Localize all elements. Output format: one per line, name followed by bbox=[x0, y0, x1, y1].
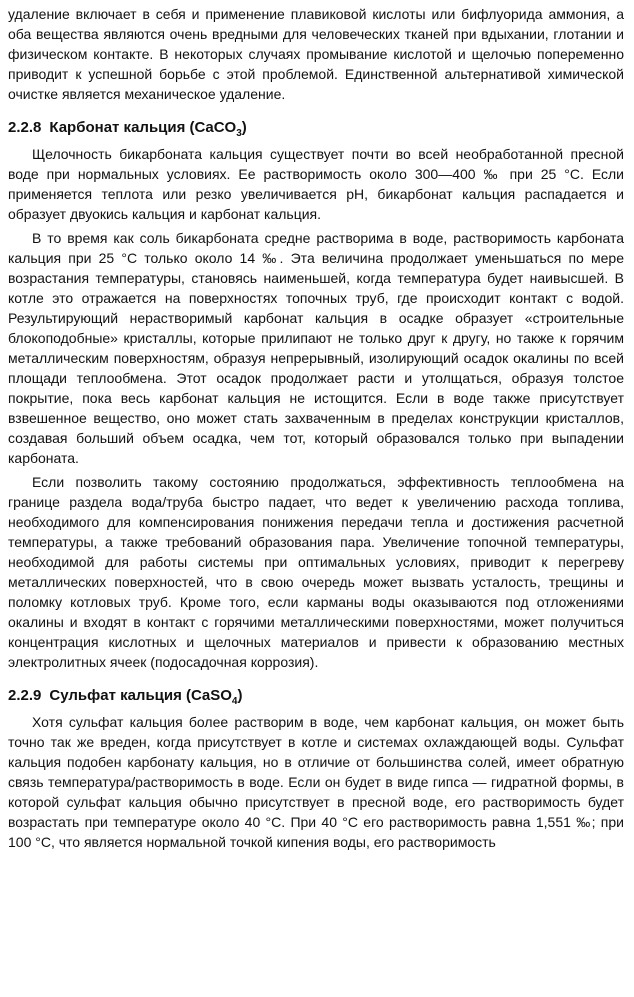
section-heading-2-2-9 bbox=[8, 686, 624, 706]
section-title: Карбонат кальция (CaCO bbox=[49, 119, 237, 136]
paragraph-2-2-8-1: Щелочность бикарбоната кальция существует почти во всей необработанной пресной воде при нормальных условиях. Ее растворимость около 300—400 ‰ при 25 °С. Если применяется теплота или резко увеличивается pH, бикарбонат кальция распадается и образует двуокись кальция и карбонат кальция. bbox=[8, 146, 624, 222]
section-title-suffix: ) bbox=[237, 687, 243, 704]
section-title: Сульфат кальция (CaSO bbox=[49, 687, 232, 704]
section-heading-2-2-8 bbox=[8, 118, 624, 138]
section-title-subscript: 3 bbox=[236, 128, 242, 139]
section-title-suffix: ) bbox=[241, 119, 247, 136]
paragraph-2-2-9-1: Хотя сульфат кальция более растворим в воде, чем карбонат кальция, он может быть точно так же вреден, когда присутствует в котле и системах охлаждающей воды. Сульфат кальция подобен карбонату кальция, но в отличие от большинства солей, имеет обратную связь температура/растворимость в воде. Если он будет в виде гипса — гидратной формы, в которой сульфат кальция обычно присутствует в пресной воде, его растворимость будет возрастать при температуре около 40 °С. При 40 °С его растворимость равна 1,551 ‰; при 100 °С, что является нормальной точкой кипения воды, его растворимость bbox=[8, 714, 624, 850]
section-number: 2.2.9 bbox=[8, 687, 42, 704]
paragraph-intro: удаление включает в себя и применение плавиковой кислоты или бифлуорида аммония, а оба вещества являются очень вредными для человеческих тканей при вдыхании, глотании и физическом контакте. В некоторых случаях промывание кислотой и щелочью попеременно приводит к успешной борьбе с этой проблемой. Единственной альтернативой химической очистке является механическое удаление. bbox=[8, 6, 624, 102]
paragraph-2-2-8-3: Если позволить такому состоянию продолжаться, эффективность теплообмена на границе раздела вода/труба быстро падает, что ведет к увеличению расхода топлива, необходимого для компенсирования понижения передачи тепла и достижения расчетной температуры, а также требований образования пара. Увеличение топочной температуры, необходимой для работы системы при оптимальных условиях, приводит к перегреву металлических поверхностей, что в свою очередь может вызвать усталость, трещины и поломку котловых труб. Кроме того, если карманы воды оказываются под отложениями окалины и входят в контакт с горячими металлическими поверхностями, может получиться концентрация кислотных и щелочных материалов и привести к образованию местных электролитных ячеек (подосадочная коррозия). bbox=[8, 474, 624, 670]
paragraph-2-2-8-2: В то время как соль бикарбоната средне растворима в воде, растворимость карбоната кальция при 25 °С только около 14 ‰. Эта величина продолжает уменьшаться по мере возрастания температуры, становясь наименьшей, когда температура будет наивысшей. В котле это отражается на поверхностях топочных труб, где происходит контакт с водой. Результирующий нерастворимый карбонат кальция в осадке образует «строительные блокоподобные» кристаллы, которые прилипают не только друг к другу, но также к горячим металлическим поверхностям, образуя непрерывный, изолирующий осадок окалины по всей площади теплообмена. Этот осадок продолжает расти и утолщаться, образуя толстое покрытие, пока весь карбонат кальция не истощится. Если в воде также присутствует взвешенное вещество, оно может стать захваченным в пределах конструкции кристаллов, создавая больший объем осадка, чем тот, который образовался только при выпадении карбоната. bbox=[8, 230, 624, 466]
section-number: 2.2.8 bbox=[8, 119, 42, 136]
section-title-subscript: 4 bbox=[231, 696, 238, 707]
